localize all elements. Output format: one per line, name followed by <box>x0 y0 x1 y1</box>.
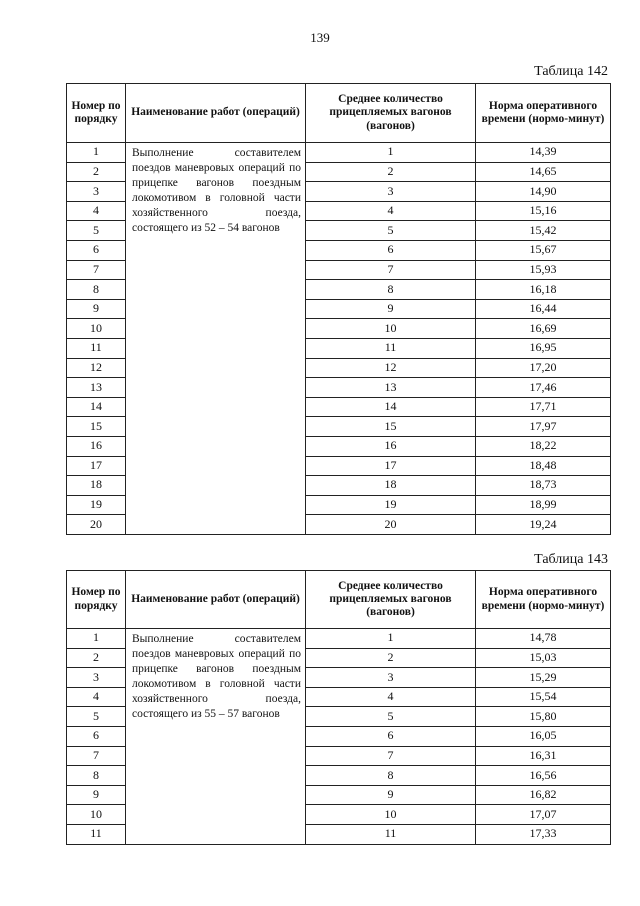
row-number: 5 <box>67 707 126 727</box>
avg-wagons-cell: 8 <box>306 766 476 786</box>
header-number: Номер по порядку <box>67 571 126 629</box>
norm-time-cell: 14,65 <box>476 162 611 182</box>
row-number: 3 <box>67 668 126 688</box>
avg-wagons-cell: 13 <box>306 378 476 398</box>
norm-time-cell: 17,71 <box>476 397 611 417</box>
avg-wagons-cell: 4 <box>306 201 476 221</box>
header-avg-wagons: Среднее количество прицепляемых вагонов (вагонов) <box>306 84 476 143</box>
row-number: 7 <box>67 746 126 766</box>
header-avg-wagons: Среднее количество прицепляемых вагонов (вагонов) <box>306 571 476 629</box>
row-number: 16 <box>67 436 126 456</box>
row-number: 13 <box>67 378 126 398</box>
avg-wagons-cell: 12 <box>306 358 476 378</box>
norm-time-cell: 14,78 <box>476 629 611 649</box>
avg-wagons-cell: 2 <box>306 162 476 182</box>
row-number: 11 <box>67 824 126 844</box>
row-number: 3 <box>67 182 126 202</box>
norm-time-cell: 18,22 <box>476 436 611 456</box>
avg-wagons-cell: 10 <box>306 319 476 339</box>
norm-time-cell: 17,07 <box>476 805 611 825</box>
table-142-caption: Таблица 142 <box>534 64 608 79</box>
table-143-caption: Таблица 143 <box>534 552 608 567</box>
avg-wagons-cell: 2 <box>306 648 476 668</box>
row-number: 15 <box>67 417 126 437</box>
norm-time-cell: 15,42 <box>476 221 611 241</box>
norm-time-cell: 16,56 <box>476 766 611 786</box>
avg-wagons-cell: 6 <box>306 240 476 260</box>
norm-time-cell: 16,31 <box>476 746 611 766</box>
avg-wagons-cell: 1 <box>306 143 476 163</box>
avg-wagons-cell: 9 <box>306 785 476 805</box>
norm-time-cell: 18,73 <box>476 476 611 496</box>
row-number: 4 <box>67 201 126 221</box>
avg-wagons-cell: 20 <box>306 515 476 535</box>
row-number: 11 <box>67 338 126 358</box>
norm-time-cell: 16,18 <box>476 280 611 300</box>
avg-wagons-cell: 7 <box>306 746 476 766</box>
operation-description: Выполнение составителем поездов маневровых операций по прицепке вагонов поездным локомотивом в головной части хозяйственного поезда, состоящего из 52 – 54 вагонов <box>126 143 306 535</box>
avg-wagons-cell: 1 <box>306 629 476 649</box>
norm-time-cell: 15,80 <box>476 707 611 727</box>
row-number: 10 <box>67 805 126 825</box>
norm-time-cell: 15,29 <box>476 668 611 688</box>
norm-time-cell: 17,46 <box>476 378 611 398</box>
row-number: 10 <box>67 319 126 339</box>
avg-wagons-cell: 17 <box>306 456 476 476</box>
row-number: 5 <box>67 221 126 241</box>
avg-wagons-cell: 9 <box>306 299 476 319</box>
avg-wagons-cell: 8 <box>306 280 476 300</box>
norm-time-cell: 16,44 <box>476 299 611 319</box>
avg-wagons-cell: 3 <box>306 668 476 688</box>
norm-table-143 <box>66 570 611 845</box>
avg-wagons-cell: 10 <box>306 805 476 825</box>
norm-time-cell: 18,48 <box>476 456 611 476</box>
norm-time-cell: 17,33 <box>476 824 611 844</box>
avg-wagons-cell: 7 <box>306 260 476 280</box>
header-operation: Наименование работ (операций) <box>126 571 306 629</box>
avg-wagons-cell: 6 <box>306 726 476 746</box>
avg-wagons-cell: 11 <box>306 824 476 844</box>
row-number: 12 <box>67 358 126 378</box>
norm-time-cell: 17,97 <box>476 417 611 437</box>
table-row <box>67 143 611 163</box>
row-number: 2 <box>67 162 126 182</box>
row-number: 8 <box>67 280 126 300</box>
avg-wagons-cell: 15 <box>306 417 476 437</box>
norm-time-cell: 15,16 <box>476 201 611 221</box>
avg-wagons-cell: 19 <box>306 495 476 515</box>
row-number: 17 <box>67 456 126 476</box>
row-number: 9 <box>67 299 126 319</box>
row-number: 1 <box>67 143 126 163</box>
row-number: 1 <box>67 629 126 649</box>
norm-time-cell: 16,95 <box>476 338 611 358</box>
norm-time-cell: 16,05 <box>476 726 611 746</box>
avg-wagons-cell: 5 <box>306 707 476 727</box>
norm-time-cell: 18,99 <box>476 495 611 515</box>
avg-wagons-cell: 18 <box>306 476 476 496</box>
norm-time-cell: 15,54 <box>476 687 611 707</box>
avg-wagons-cell: 11 <box>306 338 476 358</box>
norm-time-cell: 15,93 <box>476 260 611 280</box>
norm-time-cell: 14,90 <box>476 182 611 202</box>
row-number: 2 <box>67 648 126 668</box>
row-number: 6 <box>67 240 126 260</box>
norm-time-cell: 15,03 <box>476 648 611 668</box>
row-number: 4 <box>67 687 126 707</box>
norm-time-cell: 15,67 <box>476 240 611 260</box>
row-number: 9 <box>67 785 126 805</box>
header-norm-time: Норма оперативного времени (нормо-минут) <box>476 84 611 143</box>
norm-time-cell: 16,82 <box>476 785 611 805</box>
header-operation: Наименование работ (операций) <box>126 84 306 143</box>
row-number: 20 <box>67 515 126 535</box>
norm-time-cell: 17,20 <box>476 358 611 378</box>
avg-wagons-cell: 14 <box>306 397 476 417</box>
operation-description: Выполнение составителем поездов маневровых операций по прицепке вагонов поездным локомотивом в головной части хозяйственного поезда, состоящего из 55 – 57 вагонов <box>126 629 306 845</box>
header-norm-time: Норма оперативного времени (нормо-минут) <box>476 571 611 629</box>
row-number: 6 <box>67 726 126 746</box>
norm-time-cell: 14,39 <box>476 143 611 163</box>
norm-time-cell: 16,69 <box>476 319 611 339</box>
avg-wagons-cell: 5 <box>306 221 476 241</box>
row-number: 19 <box>67 495 126 515</box>
table-row <box>67 629 611 649</box>
avg-wagons-cell: 3 <box>306 182 476 202</box>
header-number: Номер по порядку <box>67 84 126 143</box>
page-number: 139 <box>310 30 330 45</box>
row-number: 8 <box>67 766 126 786</box>
norm-time-cell: 19,24 <box>476 515 611 535</box>
row-number: 14 <box>67 397 126 417</box>
row-number: 7 <box>67 260 126 280</box>
norm-table-142 <box>66 83 611 535</box>
avg-wagons-cell: 16 <box>306 436 476 456</box>
row-number: 18 <box>67 476 126 496</box>
avg-wagons-cell: 4 <box>306 687 476 707</box>
